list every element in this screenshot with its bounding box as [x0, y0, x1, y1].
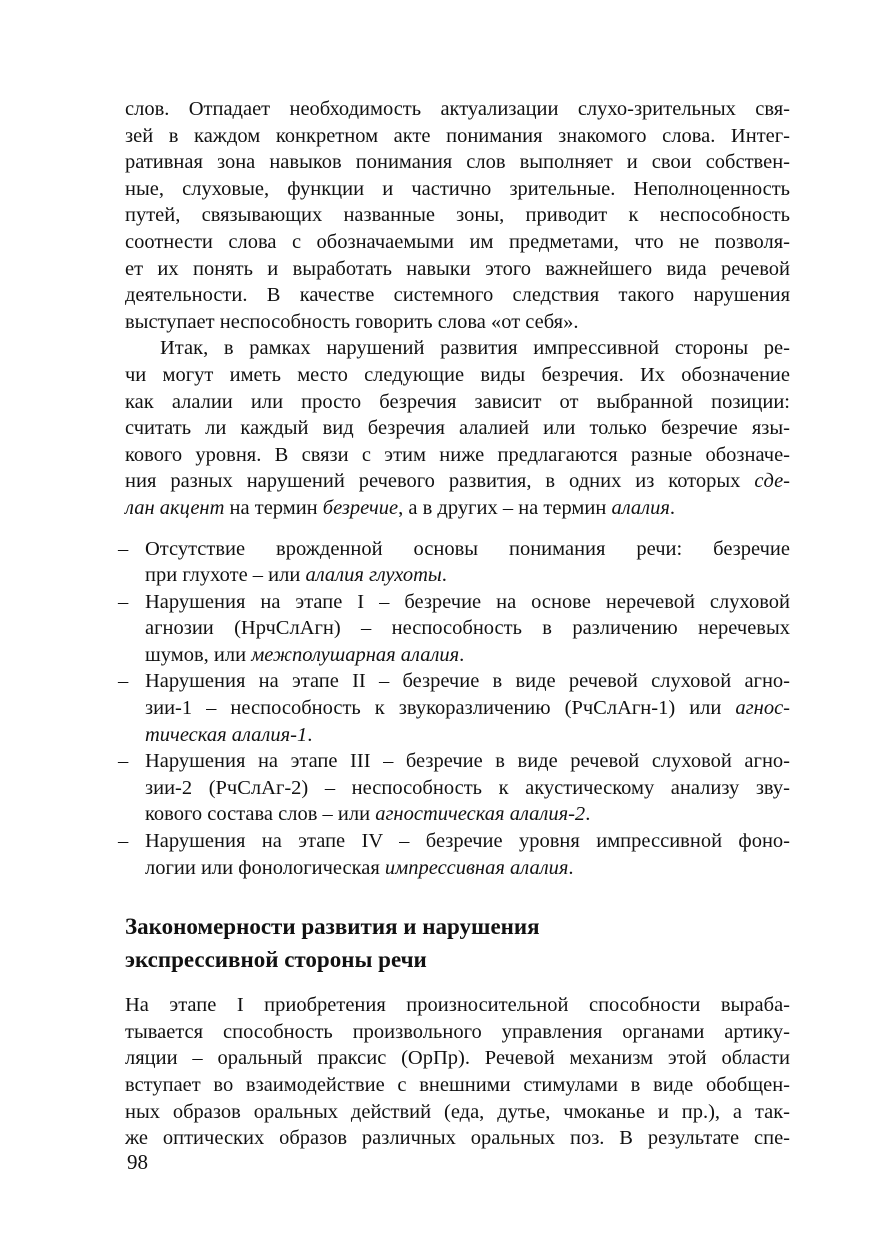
text-run: ные, слуховые, функции и частично зрительные. Неполноценность [125, 177, 790, 200]
text-run: Нарушения на этапе I – безречие на основе неречевой слуховой [145, 590, 790, 613]
text-run: . [459, 643, 465, 666]
text-line [145, 589, 790, 616]
section-heading [125, 910, 790, 976]
italic-text-run: импрессивная алалия [384, 856, 569, 879]
text-run: слов. Отпадает необходимость актуализации слухо-зрительных свя- [125, 98, 790, 120]
text-line [125, 282, 790, 309]
text-run: Отсутствие врожденной основы понимания речи: безречие [145, 537, 790, 560]
text-line [125, 96, 790, 123]
text-run: На этапе I приобретения произносительной способности выраба- [125, 994, 790, 1017]
text-run: кового уровня. В связи с этим ниже предлагаются разные обозначе- [125, 443, 790, 466]
dash-bullet: – [118, 830, 129, 853]
text-run: логии или фонологическая [145, 856, 385, 879]
text-run: ративная зона навыков понимания слов выполняет и свои собствен- [125, 151, 790, 174]
text-line [125, 176, 790, 203]
list-item [118, 748, 790, 828]
text-line [145, 801, 790, 828]
dash-bullet: – [118, 590, 129, 613]
text-run: Нарушения на этапе IV – безречие уровня импрессивной фоно- [145, 830, 790, 853]
italic-text-run: лан акцент [125, 496, 225, 519]
text-line [145, 748, 790, 775]
text-run: Итак, в рамках нарушений развития импрессивной стороны ре- [160, 337, 790, 360]
text-line [145, 855, 790, 882]
italic-text-run: сде- [754, 470, 790, 493]
text-run: . [441, 564, 447, 587]
text-line [145, 536, 790, 563]
text-run: как алалии или просто безречия зависит от выбранной позиции: [125, 390, 790, 413]
paragraph-3 [125, 992, 790, 1152]
text-line [145, 722, 790, 749]
list-item [118, 589, 790, 669]
list-item [118, 536, 790, 589]
italic-text-run: алалия глухоты [305, 564, 442, 587]
text-line [145, 562, 790, 589]
dash-bullet: – [118, 670, 129, 693]
dash-bullet: – [118, 750, 129, 773]
list-item [118, 828, 790, 881]
text-line [125, 943, 790, 976]
text-run: ния разных нарушений речевого развития, в одних из которых [125, 470, 755, 493]
text-run: Нарушения на этапе III – безречие в виде речевой слуховой агно- [145, 750, 790, 773]
text-run: тывается способность произвольного управления органами артику- [125, 1020, 790, 1043]
text-line [125, 442, 790, 469]
text-line [145, 775, 790, 802]
text-line [125, 1045, 790, 1072]
text-line [145, 615, 790, 642]
text-line [125, 495, 790, 522]
text-line [125, 1019, 790, 1046]
text-run: чи могут иметь место следующие виды безречия. Их обозначение [125, 363, 790, 386]
text-line [145, 668, 790, 695]
text-run: шумов, или [145, 643, 252, 666]
text-run: экспрессивной стороны речи [125, 947, 427, 973]
text-run: вступает во взаимодействие с внешними стимулами в виде обобщен- [125, 1074, 790, 1096]
text-run: ных образов оральных действий (еда, дутье, чмоканье и пр.), а так- [125, 1100, 790, 1123]
text-run: зии-1 – неспособность к звукоразличению (РчСлАгн-1) или [145, 697, 736, 720]
text-line [125, 389, 790, 416]
text-run: кового состава слов – или [145, 803, 376, 826]
text-line [125, 362, 790, 389]
text-run: же оптических образов различных оральных поз. В результате спе- [125, 1127, 790, 1150]
text-line [125, 335, 790, 362]
italic-text-run: алалия [611, 496, 670, 519]
text-line [125, 1099, 790, 1126]
breech-types-list [118, 536, 790, 882]
italic-text-run: агностическая алалия-2 [375, 803, 586, 826]
text-run: зии-2 (РчСлАг-2) – неспособность к акустическому анализу зву- [145, 776, 790, 799]
text-line [145, 695, 790, 722]
text-run: ет их понять и выработать навыки этого важнейшего вида речевой [125, 257, 790, 280]
text-line [125, 202, 790, 229]
text-line [125, 229, 790, 256]
text-run: деятельности. В качестве системного следствия такого нарушения [125, 284, 790, 307]
paragraph-2 [125, 335, 790, 521]
text-line [125, 415, 790, 442]
text-run: агнозии (НрчСлАгн) – неспособность в различению неречевых [145, 617, 790, 640]
text-run: , а в других – на термин [398, 496, 612, 519]
text-run: . [568, 856, 574, 879]
text-line [125, 149, 790, 176]
text-line [125, 1072, 790, 1099]
text-line [125, 992, 790, 1019]
text-line [125, 910, 790, 943]
paragraph-1 [125, 96, 790, 335]
text-line [145, 828, 790, 855]
text-line [125, 123, 790, 150]
italic-text-run: тическая алалия-1 [145, 723, 308, 746]
dash-bullet: – [118, 537, 129, 560]
text-line [125, 256, 790, 283]
text-run: считать ли каждый вид безречия алалией или только безречие язы- [125, 417, 790, 440]
text-run: выступает неспособность говорить слова «от себя». [125, 310, 579, 333]
text-line [125, 468, 790, 495]
text-line [125, 1125, 790, 1152]
text-line [125, 309, 790, 336]
text-run: Нарушения на этапе II – безречие в виде речевой слуховой агно- [145, 670, 790, 693]
list-item [118, 668, 790, 748]
text-line [145, 642, 790, 669]
page-number: 98 [127, 1150, 148, 1174]
text-run: . [669, 496, 675, 519]
text-content [118, 96, 790, 1152]
text-run: Закономерности развития и нарушения [125, 914, 540, 940]
text-run: ляции – оральный праксис (ОрПр). Речевой механизм этой области [125, 1047, 790, 1070]
italic-text-run: межполушарная алалия [251, 643, 460, 666]
text-run: на термин [224, 496, 323, 519]
text-run: при глухоте – или [145, 564, 306, 587]
text-run: путей, связывающих названные зоны, приводит к неспособность [125, 204, 790, 227]
text-run: зей в каждом конкретном акте понимания знакомого слова. Интег- [125, 124, 790, 147]
text-run: . [585, 803, 591, 826]
italic-text-run: безречие [322, 496, 399, 519]
text-run: соотнести слова с обозначаемыми им предметами, что не позволя- [125, 230, 790, 253]
italic-text-run: агнос- [735, 697, 790, 720]
text-run: . [307, 723, 313, 746]
